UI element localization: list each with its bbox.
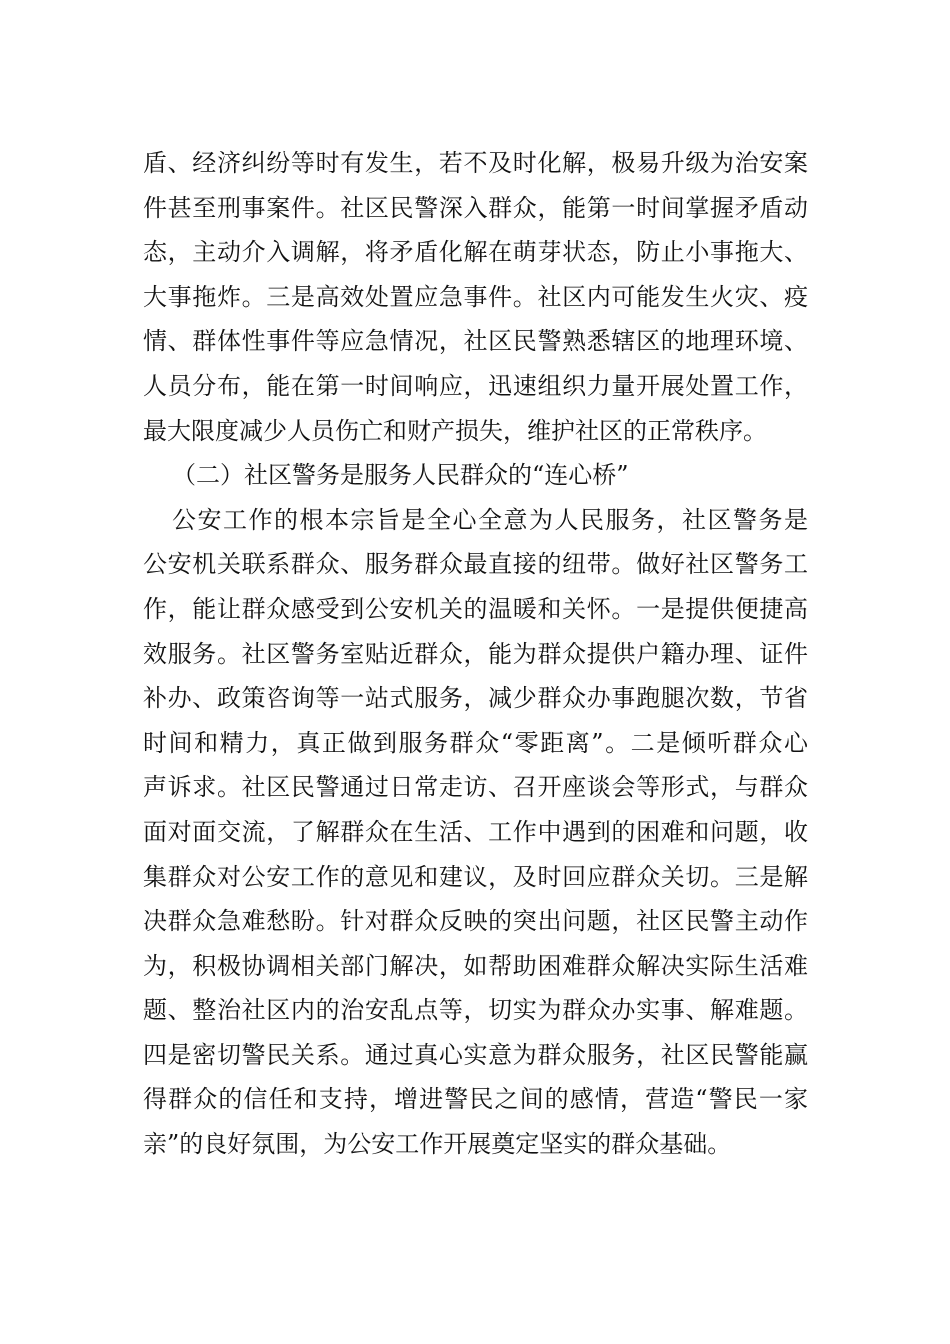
section-heading: （二）社区警务是服务人民群众的“连心桥” bbox=[172, 461, 629, 490]
text-line: 件甚至刑事案件。社区民警深入群众，能第一时间掌握矛盾动 bbox=[143, 193, 808, 222]
text-line: 为，积极协调相关部门解决，如帮助困难群众解决实际生活难 bbox=[143, 951, 808, 980]
document-page bbox=[143, 148, 808, 1174]
paragraph-1 bbox=[143, 148, 808, 460]
text-line: 公安机关联系群众、服务群众最直接的纽带。做好社区警务工 bbox=[143, 550, 808, 579]
text-line: 补办、政策咨询等一站式服务，减少群众办事跑腿次数，节省 bbox=[143, 684, 808, 713]
text-line: 公安工作的根本宗旨是全心全意为人民服务，社区警务是 bbox=[172, 505, 808, 534]
text-line: 亲”的良好氛围，为公安工作开展奠定坚实的群众基础。 bbox=[143, 1130, 732, 1159]
text-line: 面对面交流，了解群众在生活、工作中遇到的困难和问题，收 bbox=[143, 817, 808, 846]
text-line: 时间和精力，真正做到服务群众“零距离”。二是倾听群众心 bbox=[143, 728, 808, 757]
text-line: 大事拖炸。三是高效处置应急事件。社区内可能发生火灾、疫 bbox=[143, 282, 808, 311]
text-line: 人员分布，能在第一时间响应，迅速组织力量开展处置工作， bbox=[143, 371, 808, 400]
text-line: 态，主动介入调解，将矛盾化解在萌芽状态，防止小事拖大、 bbox=[143, 238, 808, 267]
text-line: 情、群体性事件等应急情况，社区民警熟悉辖区的地理环境、 bbox=[143, 327, 808, 356]
text-line: 作，能让群众感受到公安机关的温暖和关怀。一是提供便捷高 bbox=[143, 594, 808, 623]
paragraph-2 bbox=[143, 505, 808, 1174]
text-line: 集群众对公安工作的意见和建议，及时回应群众关切。三是解 bbox=[143, 862, 808, 891]
text-line: 声诉求。社区民警通过日常走访、召开座谈会等形式，与群众 bbox=[143, 773, 808, 802]
text-line: 四是密切警民关系。通过真心实意为群众服务，社区民警能赢 bbox=[143, 1040, 808, 1069]
text-line: 盾、经济纠纷等时有发生，若不及时化解，极易升级为治安案 bbox=[143, 149, 808, 177]
text-line: 最大限度减少人员伤亡和财产损失，维护社区的正常秩序。 bbox=[143, 416, 767, 445]
text-line: 决群众急难愁盼。针对群众反映的突出问题，社区民警主动作 bbox=[143, 907, 808, 936]
text-line: 得群众的信任和支持，增进警民之间的感情，营造“警民一家 bbox=[143, 1085, 808, 1114]
text-line: 题、整治社区内的治安乱点等，切实为群众办实事、解难题。 bbox=[143, 996, 808, 1025]
text-line: 效服务。社区警务室贴近群众，能为群众提供户籍办理、证件 bbox=[143, 639, 808, 668]
